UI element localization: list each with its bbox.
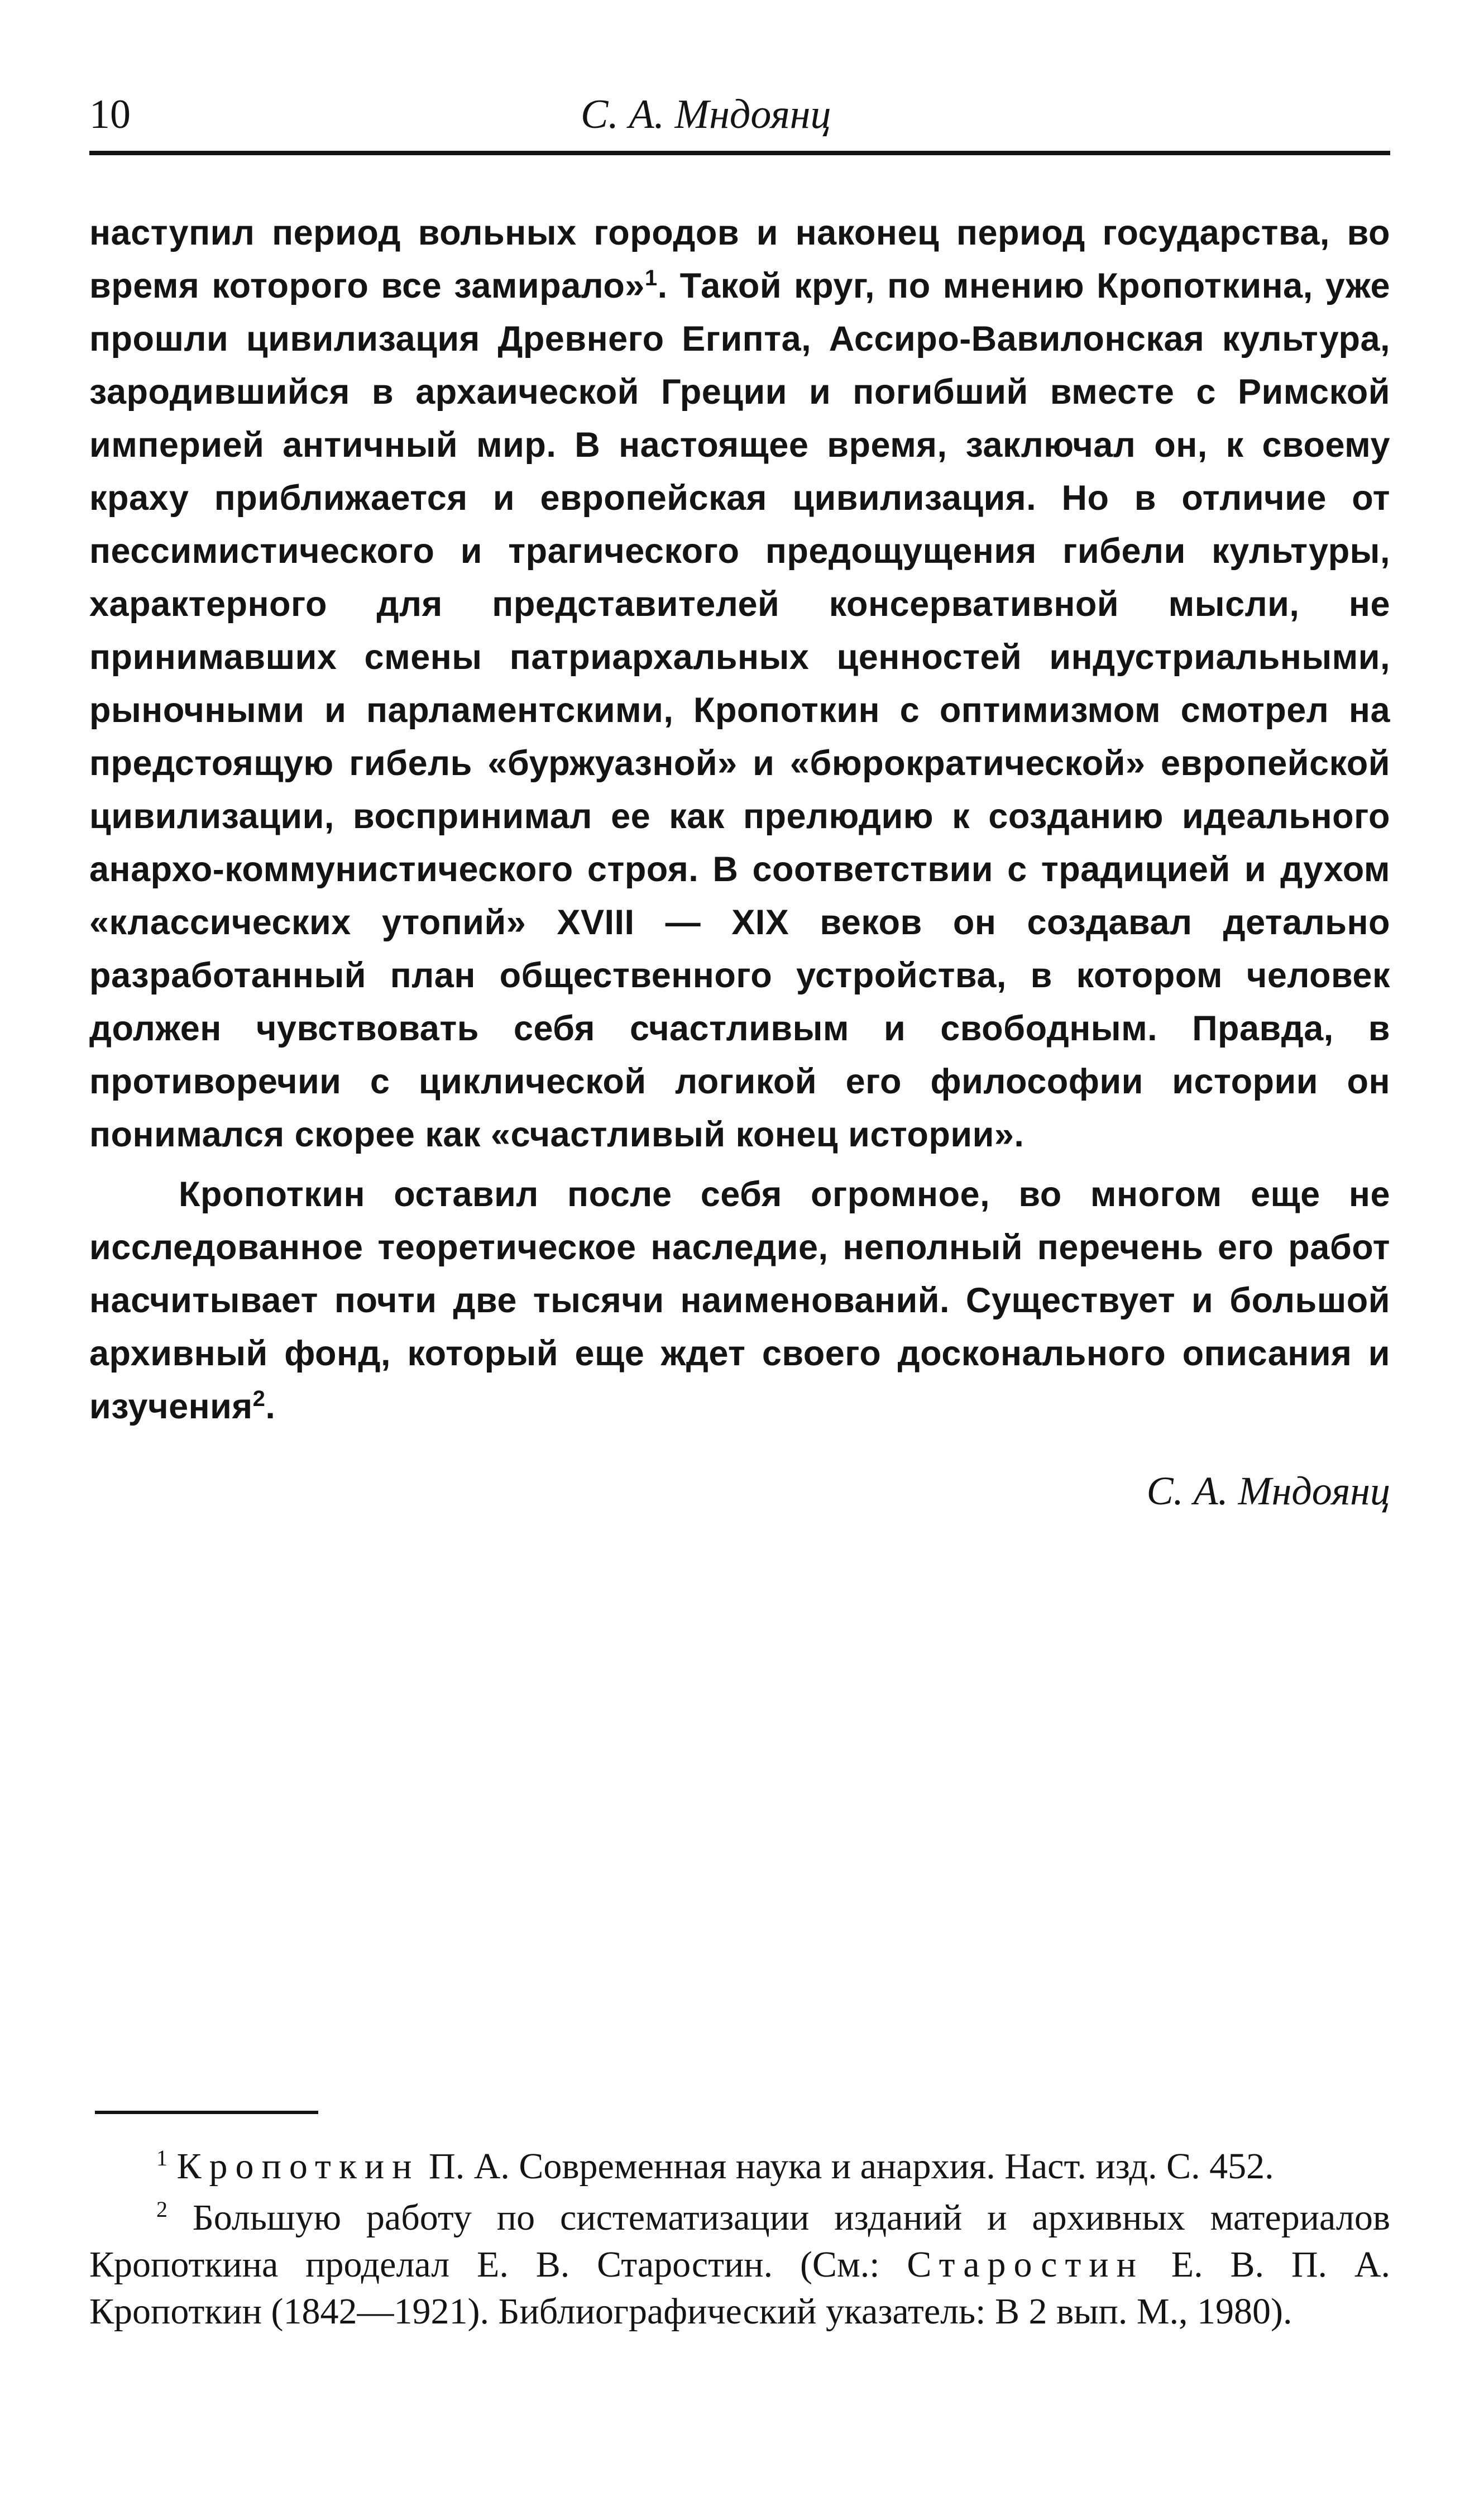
paragraph-1 — [89, 207, 1390, 1161]
footnotes — [89, 2143, 1390, 2340]
footnote-1-author: Кропоткин — [176, 2146, 420, 2187]
footnote-2 — [89, 2194, 1390, 2335]
header-rule — [89, 151, 1390, 155]
footnote-reference-1[interactable]: 1 — [644, 266, 658, 290]
paragraph-2-text-b: . — [265, 1387, 276, 1426]
paragraph-2-text-a: Кропоткин оставил после себя огромное, во многом еще не исследованное теоретическое наследие, неполный перечень его работ насчитывает почти две тысячи наименований. Существует и большой архивный фонд, который еще ждет своего досконального описания и изучения — [89, 1175, 1390, 1426]
footnote-2-text-b: Е. В. П. А. Кропоткин (1842—1921). Библиографический указатель: В 2 вып. М., 1980). — [89, 2244, 1391, 2332]
footnote-2-text-a: Большую работу по систематизации изданий и архивных материалов Кропоткина проделал Е. В. Старостин. (См.: — [89, 2197, 1390, 2285]
footnote-1 — [89, 2143, 1390, 2190]
footnote-2-author: Старостин — [907, 2244, 1144, 2285]
page-number: 10 — [89, 92, 131, 137]
paragraph-2 — [89, 1168, 1390, 1433]
running-title: С. А. Мндоянц — [581, 92, 831, 137]
footnote-1-text: П. А. Современная наука и анархия. Наст. изд. С. 452. — [419, 2146, 1274, 2187]
footnote-rule — [95, 2111, 318, 2114]
paragraph-1-text-a: наступил период вольных городов и наконец период государства, во время которого все замирало» — [89, 213, 1390, 305]
footnote-2-marker: 2 — [156, 2197, 167, 2222]
author-signature: С. А. Мндоянц — [1146, 1469, 1390, 1513]
main-text — [89, 207, 1390, 1433]
paragraph-1-text-b: . Такой круг, по мнению Кропоткина, уже прошли цивилизация Древнего Египта, Ассиро-Вавилонская культура, зародившийся в архаической Греции и погибший вместе с Римской империей античный мир. В настоящее время, заключал он, к своему краху приближается и европейская цивилизация. Но в отличие от пессимистического и трагического предощущения гибели культуры, характерного для представителей консервативной мысли, не принимавших смены патриархальных ценностей индустриальными, рыночными и парламентскими, Кропоткин с оптимизмом смотрел на предстоящую гибель «буржуазной» и «бюрократической» европейской цивилизации, воспринимал ее как прелюдию к созданию идеального анархо-коммунистического строя. В соответствии с традицией и духом «классических утопий» XVIII — XIX веков он создавал детально разработанный план общественного устройства, в котором человек должен чувствовать себя счастливым и свободным. Правда, в противоречии с циклической логикой его философии истории он понимался скорее как «счастливый конец истории». — [89, 266, 1390, 1154]
footnote-reference-2[interactable]: 2 — [252, 1386, 266, 1411]
footnote-1-marker: 1 — [156, 2145, 167, 2170]
